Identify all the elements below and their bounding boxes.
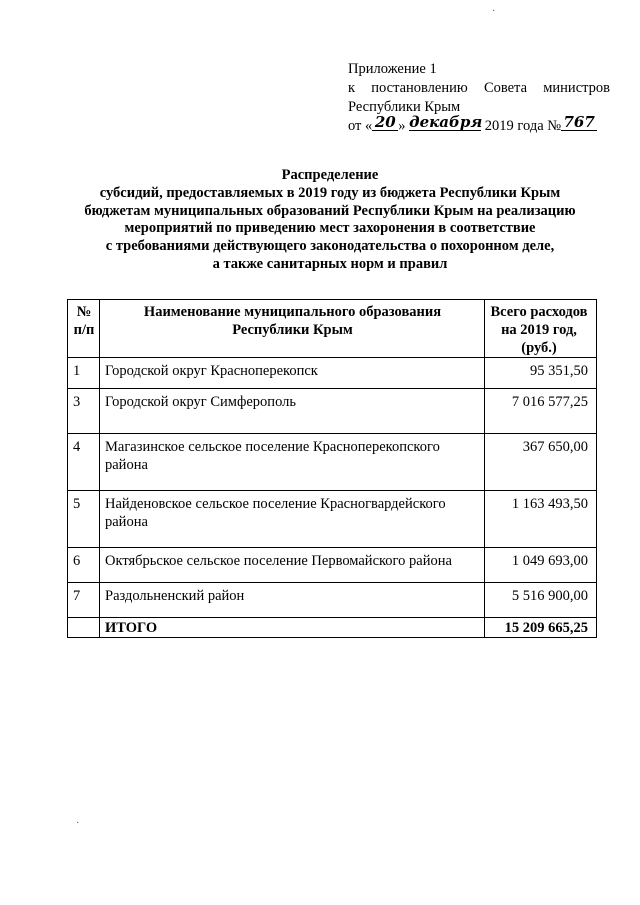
appendix-decree-line (348, 79, 610, 98)
scan-mark: · (76, 818, 80, 829)
header-amount: Всего расходов на 2019 год, (руб.) (485, 300, 597, 358)
row-num: 3 (68, 389, 100, 434)
row-num: 7 (68, 583, 100, 618)
title-line: Распределение (281, 167, 379, 183)
title-line: мероприятий по приведению мест захоронения в соответствие (124, 220, 536, 237)
total-label: ИТОГО (100, 618, 485, 638)
header-name: Наименование муниципального образования Республики Крым (100, 300, 485, 358)
row-amount: 1 049 693,00 (485, 548, 597, 583)
appendix-republic: Республики Крым (348, 99, 461, 115)
appendix-title: Приложение 1 (348, 61, 437, 77)
date-day-handwritten: 20 (372, 115, 398, 131)
document-title (40, 167, 620, 274)
row-num: 5 (68, 491, 100, 548)
row-name: Октябрьское сельское поселение Первомайского района (100, 548, 485, 583)
table-row (68, 491, 597, 548)
date-prefix: от « (348, 118, 373, 134)
date-month-handwritten: декабря (409, 113, 483, 131)
table-total-row (68, 618, 597, 638)
date-mid: » (398, 118, 406, 134)
row-amount: 367 650,00 (485, 434, 597, 491)
row-amount: 5 516 900,00 (485, 583, 597, 618)
appendix-word: Совета (483, 80, 528, 96)
title-line: с требованиями действующего законодательства о похоронном деле, (105, 238, 555, 255)
row-name: Раздольненский район (100, 583, 485, 618)
title-line: а также санитарных норм и правил (212, 255, 448, 272)
table-row (68, 358, 597, 389)
date-year: 2019 года № (484, 118, 562, 134)
table-row (68, 548, 597, 583)
appendix-word: министров (543, 80, 610, 96)
table-header-row (68, 300, 597, 358)
appendix-date-line (348, 113, 610, 136)
total-amount: 15 209 665,25 (485, 618, 597, 638)
row-name: Магазинское сельское поселение Красноперекопского района (100, 434, 485, 491)
scan-mark: · (492, 6, 496, 17)
title-line: субсидий, предоставляемых в 2019 году из бюджета Республики Крым (99, 184, 561, 201)
appendix-word: к (348, 80, 356, 96)
row-amount: 95 351,50 (485, 358, 597, 389)
row-num: 6 (68, 548, 100, 583)
row-name: Найденовское сельское поселение Красногвардейского района (100, 491, 485, 548)
table-row (68, 434, 597, 491)
row-amount: 1 163 493,50 (485, 491, 597, 548)
row-name: Городской округ Симферополь (100, 389, 485, 434)
date-number-handwritten: 767 (561, 115, 597, 131)
row-amount: 7 016 577,25 (485, 389, 597, 434)
table-row (68, 389, 597, 434)
table-row (68, 583, 597, 618)
row-num: 1 (68, 358, 100, 389)
appendix-block (348, 60, 610, 136)
appendix-word: постановлению (371, 80, 468, 96)
row-num: 4 (68, 434, 100, 491)
total-num (68, 618, 100, 638)
subsidy-table (67, 299, 597, 638)
title-line: бюджетам муниципальных образований Республики Крым на реализацию (84, 202, 576, 219)
row-name: Городской округ Красноперекопск (100, 358, 485, 389)
header-num: № п/п (68, 300, 100, 358)
